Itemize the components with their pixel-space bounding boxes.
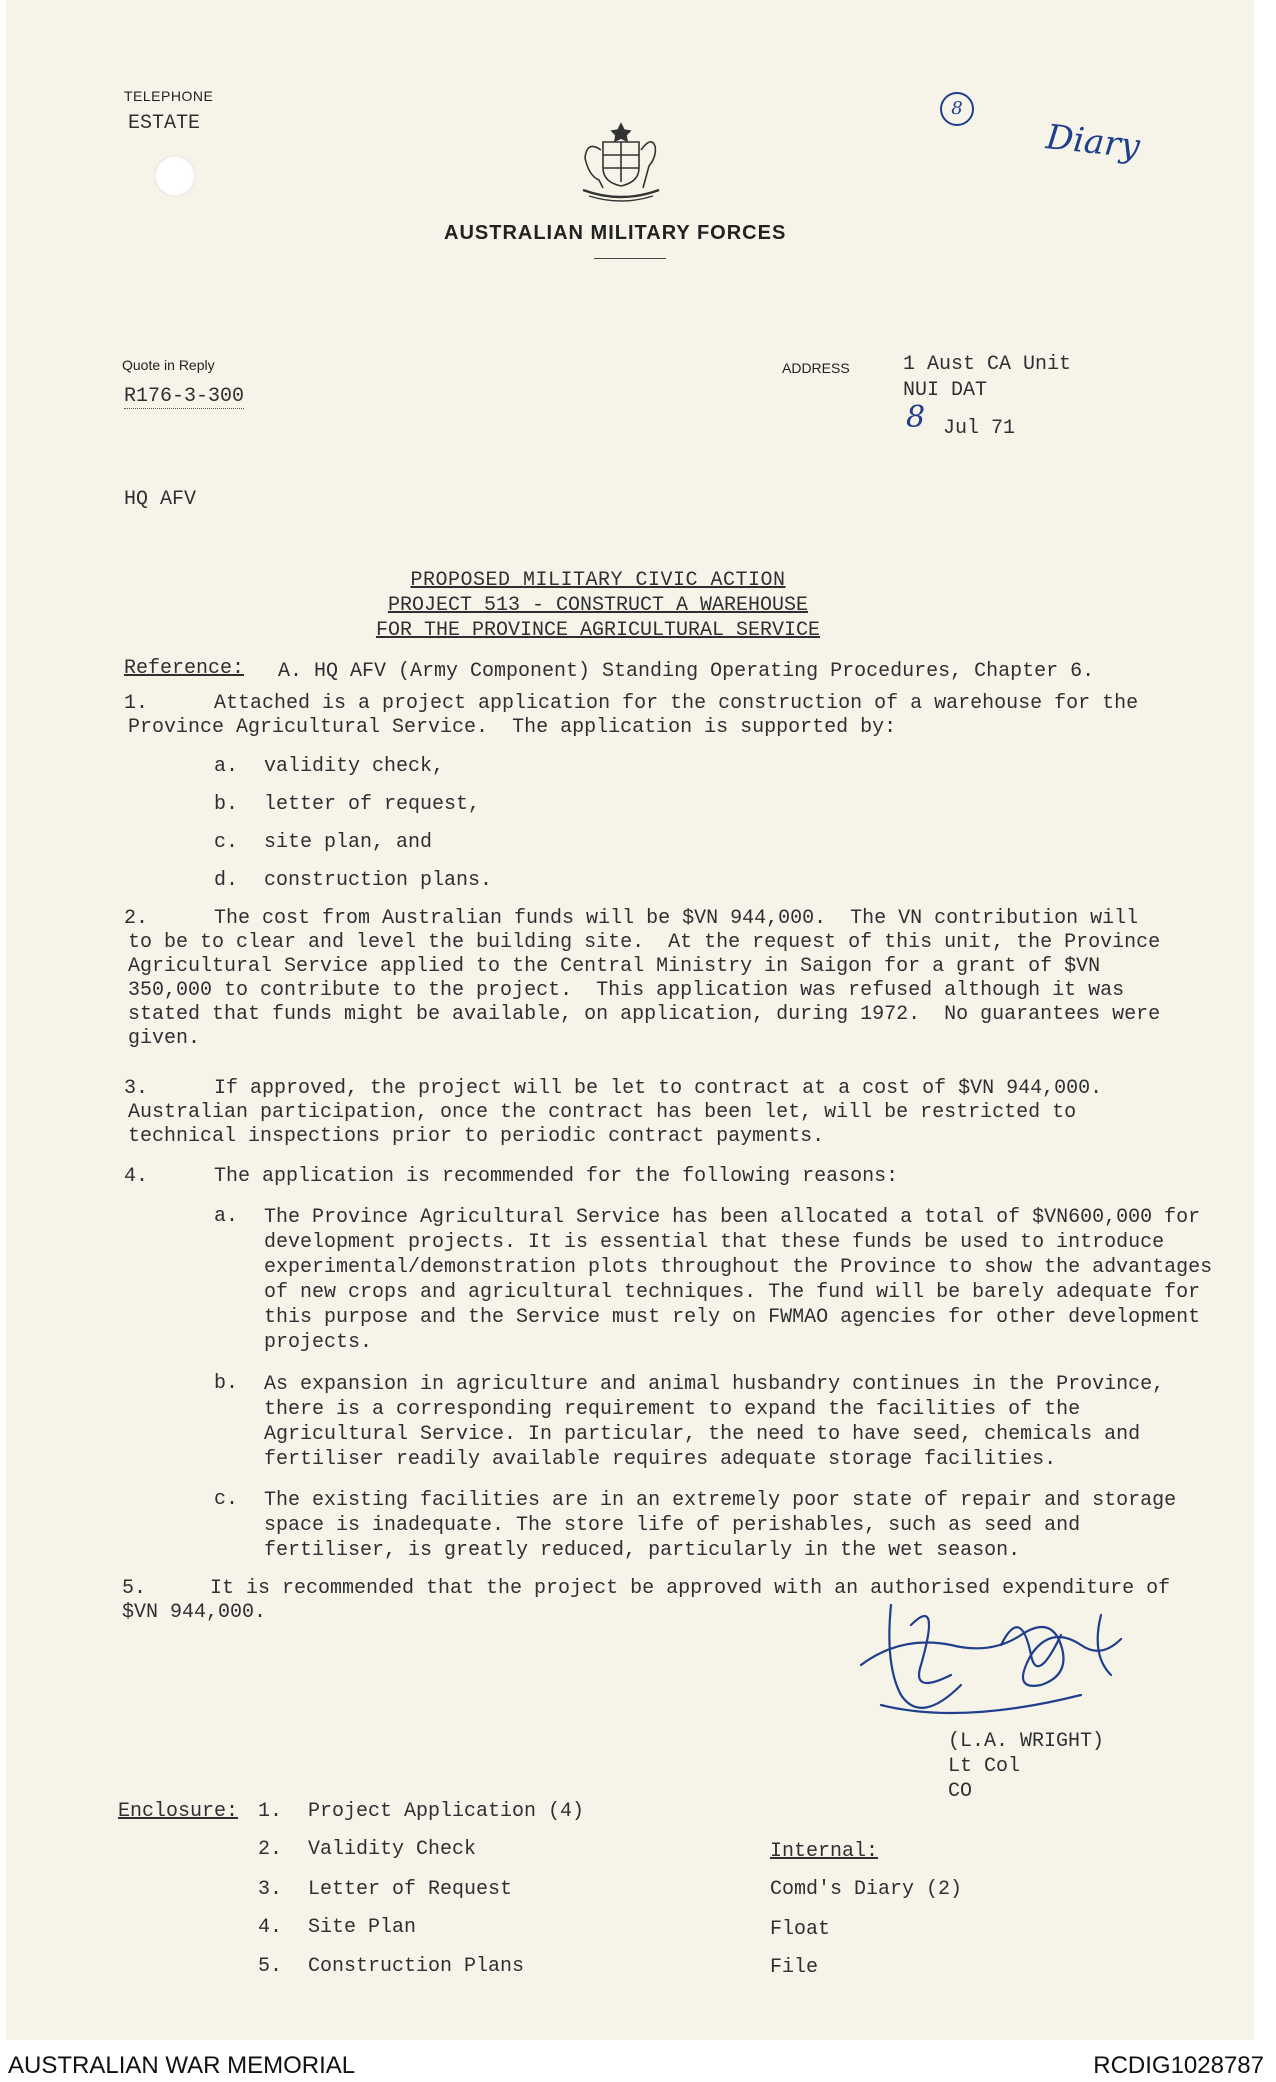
enclosure-number: 5. [258, 1955, 283, 1978]
paragraph-2-number: 2. [124, 907, 149, 930]
internal-item: Float [770, 1918, 831, 1941]
circled-number-handwritten: 8 [940, 92, 974, 126]
paragraph-5-text: It is recommended that the project be approved with an authorised expenditure of $VN 944,000. [122, 1577, 1183, 1624]
p1-item-text: construction plans. [264, 869, 493, 892]
internal-item: File [770, 1956, 819, 1979]
p1-item-text: validity check, [264, 755, 445, 778]
p1-item-letter: c. [214, 831, 239, 854]
quote-label: Quote in Reply [122, 357, 215, 373]
internal-label: Internal: [770, 1840, 879, 1863]
subject-line1: PROPOSED MILITARY CIVIC ACTION [410, 569, 786, 592]
addressee: HQ AFV [124, 488, 197, 511]
enclosure-label: Enclosure: [118, 1800, 239, 1823]
p4-item-letter: c. [214, 1488, 239, 1511]
paragraph-3-text: If approved, the project will be let to contract at a cost of $VN 944,000. Australian participation, once the contract has been let, will be restricted to technical inspections prior to periodic contract payments. [128, 1077, 1115, 1148]
paragraph-1-number: 1. [124, 692, 149, 715]
subject-line2: PROJECT 513 - CONSTRUCT A WAREHOUSE [387, 594, 809, 617]
internal-item: Comd's Diary (2) [770, 1878, 963, 1901]
enclosure-item: Validity Check [308, 1838, 477, 1861]
subject-line3: FOR THE PROVINCE AGRICULTURAL SERVICE [375, 619, 821, 642]
signatory-rank: Lt Col [948, 1755, 1021, 1778]
p1-item-letter: b. [214, 793, 239, 816]
paragraph-3-number: 3. [124, 1077, 149, 1100]
date-month-year: Jul 71 [943, 417, 1016, 440]
p4-item-letter: a. [214, 1205, 239, 1228]
enclosure-item: Construction Plans [308, 1955, 525, 1978]
enclosure-number: 4. [258, 1916, 283, 1939]
paragraph-4-number: 4. [124, 1165, 149, 1188]
enclosure-number: 2. [258, 1838, 283, 1861]
organisation-name: AUSTRALIAN MILITARY FORCES [444, 222, 787, 244]
p4-item-text: As expansion in agriculture and animal husbandry continues in the Province, there is a corresponding requirement to expand the facilities of the Agricultural Service. In particular, the need to have seed, chemicals and fertiliser readily available requires adequate storage facilities. [264, 1373, 1165, 1471]
enclosure-item: Project Application (4) [308, 1800, 585, 1823]
p1-item-text: letter of request, [264, 793, 481, 816]
paragraph-5-number: 5. [122, 1577, 147, 1600]
paragraph-2-text: The cost from Australian funds will be $VN 944,000. The VN contribution will to be to clear and level the building site. At the request of this unit, the Province Agricultural Service applied to the Central Ministry in Saigon for a grant of $VN 350,000 to contribute to the project. This application was refused although it was stated that funds might be available, on application, during 1972. No guarantees were given. [128, 907, 1173, 1050]
header-rule [594, 258, 666, 259]
p1-item-letter: d. [214, 869, 239, 892]
document-sheet [6, 0, 1254, 2040]
paragraph-1-text: Attached is a project application for the construction of a warehouse for the Province Agricultural Service. The application is supported by: [128, 692, 1151, 739]
quote-value: R176-3-300 [124, 385, 245, 408]
enclosure-number: 3. [258, 1878, 283, 1901]
enclosure-item: Letter of Request [308, 1878, 513, 1901]
signatory-name: (L.A. WRIGHT) [948, 1730, 1105, 1753]
p4-item-text: The existing facilities are in an extremely poor state of repair and storage space is inadequate. The store life of perishables, such as seed and fertiliser, is greatly reduced, particularly in the wet season. [264, 1489, 1177, 1562]
footer-archive-name: AUSTRALIAN WAR MEMORIAL [8, 2052, 356, 2079]
telephone-value: ESTATE [128, 112, 201, 135]
p1-item-letter: a. [214, 755, 239, 778]
p4-item-letter: b. [214, 1372, 239, 1395]
reference-label: Reference: [124, 657, 245, 680]
paragraph-4-text: The application is recommended for the following reasons: [214, 1165, 899, 1188]
address-label: ADDRESS [782, 360, 850, 376]
telephone-label: TELEPHONE [124, 88, 214, 104]
enclosure-number: 1. [258, 1800, 283, 1823]
diary-annotation-handwritten: Diary [1044, 117, 1142, 167]
p4-item-text: The Province Agricultural Service has been allocated a total of $VN600,000 for development projects. It is essential that these funds be used to introduce experimental/demonstration plots throughout the Province to show the advantages of new crops and agricultural techniques. The fund will be barely adequate for this purpose and the Service must rely on FWMAO agencies for other development projects. [264, 1206, 1213, 1354]
address-line1: 1 Aust CA Unit [903, 353, 1072, 376]
signatory-title: CO [948, 1780, 973, 1803]
date-day-handwritten: 8 [906, 400, 926, 435]
punch-hole [154, 155, 196, 197]
reference-text: A. HQ AFV (Army Component) Standing Operating Procedures, Chapter 6. [278, 660, 1095, 683]
enclosure-item: Site Plan [308, 1916, 417, 1939]
signature-image [851, 1585, 1171, 1735]
footer-record-id: RCDIG1028787 [1093, 2052, 1264, 2079]
coat-of-arms-icon [573, 120, 669, 210]
p1-item-text: site plan, and [264, 831, 433, 854]
address-line2: NUI DAT [903, 379, 988, 402]
